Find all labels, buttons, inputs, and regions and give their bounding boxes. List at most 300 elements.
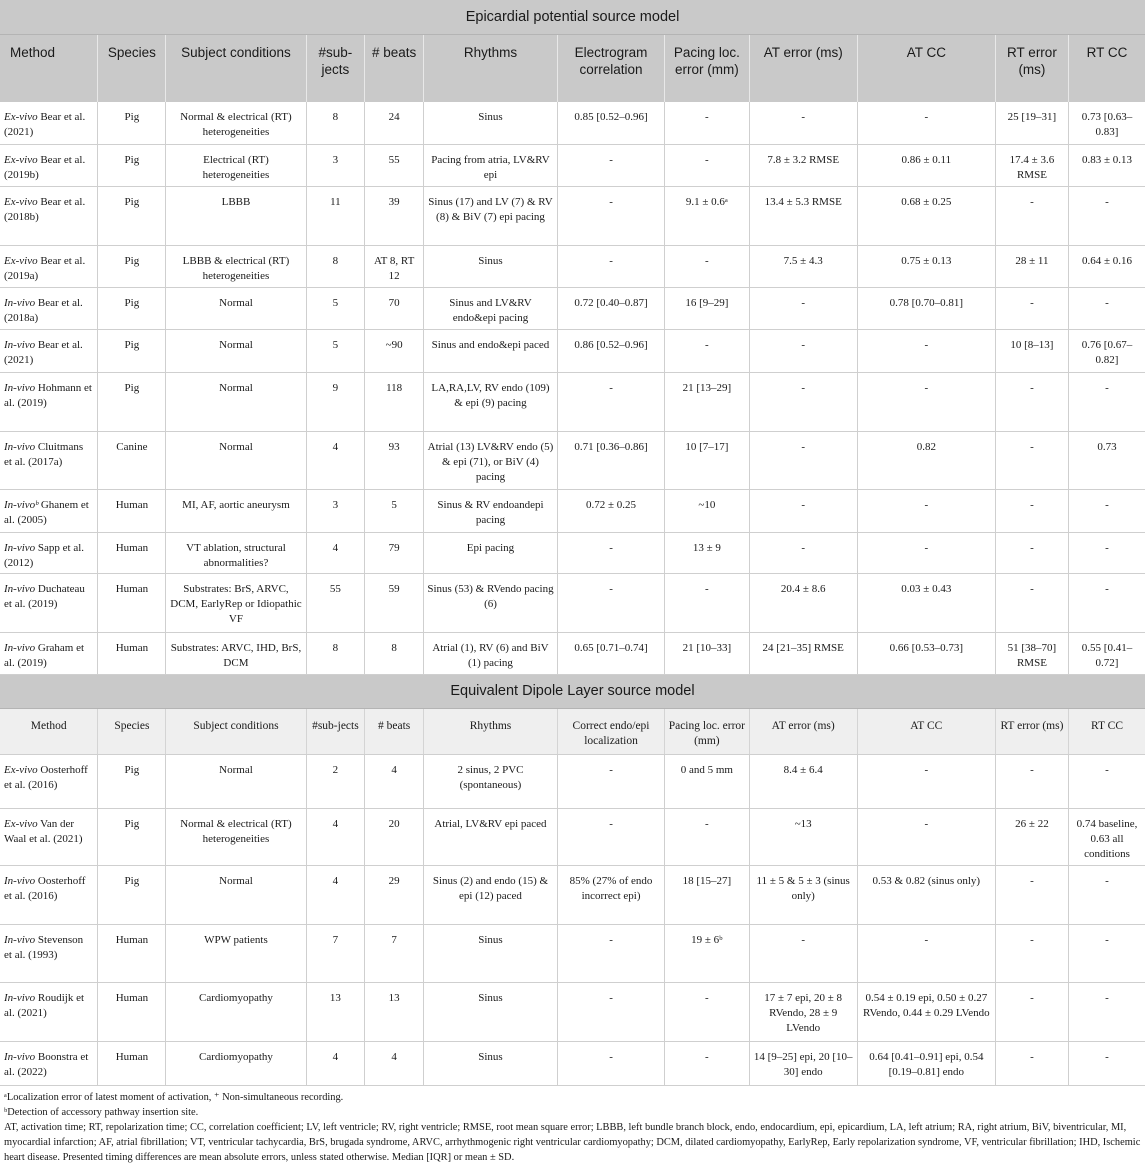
table-cell: 8 (306, 102, 365, 144)
table-cell: LBBB & electrical (RT) heterogeneities (166, 245, 306, 287)
table-cell: Normal & electrical (RT) heterogeneities (166, 808, 306, 865)
table-cell: 2 sinus, 2 PVC (spontaneous) (424, 754, 558, 808)
table-cell: - (557, 754, 664, 808)
table-cell: 70 (365, 287, 424, 329)
table-row (0, 102, 1145, 144)
table-row (0, 186, 1145, 245)
table-row (0, 865, 1145, 924)
table-cell: Normal (166, 754, 306, 808)
col-header: Subject conditions (166, 708, 306, 754)
col-header: AT error (ms) (749, 34, 857, 102)
col-header: #sub-jects (306, 34, 365, 102)
table-cell: Pig (98, 865, 166, 924)
method-type: Ex-vivo (4, 763, 38, 776)
table-cell: 10 [8–13] (995, 329, 1068, 372)
method-reference: Bear et al. (2021) (4, 111, 86, 138)
table-cell: 13.4 ± 5.3 RMSE (749, 186, 857, 245)
table-cell: Sinus (424, 1041, 558, 1085)
table-footnotes (0, 1086, 1145, 1165)
table-cell: - (1069, 573, 1145, 632)
table-cell: 7 (306, 924, 365, 982)
table-cell: Canine (98, 431, 166, 489)
method-reference: Bear et al. (2021) (4, 338, 83, 366)
table-cell: Sinus (424, 245, 558, 287)
table-cell: Cardiomyopathy (166, 1041, 306, 1085)
method-type: In-vivo (4, 991, 36, 1004)
epi-header-row (0, 34, 1145, 102)
table-cell: Normal (166, 431, 306, 489)
table-cell: - (557, 573, 664, 632)
table-cell: - (557, 1041, 664, 1085)
method-cell (0, 287, 98, 329)
method-reference: Duchateau et al. (2019) (4, 582, 85, 610)
col-header: Pacing loc. error (mm) (665, 34, 749, 102)
table-cell: 11 ± 5 & 5 ± 3 (sinus only) (749, 865, 857, 924)
method-type: In-vivo (4, 381, 36, 394)
method-reference: Oosterhoff et al. (2016) (4, 763, 88, 791)
table-cell: - (749, 431, 857, 489)
table-cell: - (857, 372, 995, 431)
method-reference: Hohmann et al. (2019) (4, 381, 92, 409)
table-cell: - (995, 982, 1068, 1041)
method-reference: Roudijk et al. (2021) (4, 991, 85, 1019)
table-cell: WPW patients (166, 924, 306, 982)
method-reference: Boonstra et al. (2022) (4, 1050, 89, 1078)
col-header: Subject conditions (166, 34, 306, 102)
table-row (0, 632, 1145, 674)
table-cell: 29 (365, 865, 424, 924)
table-cell: - (1069, 1041, 1145, 1085)
table-cell: - (557, 372, 664, 431)
method-reference: Van der Waal et al. (2021) (4, 817, 83, 845)
table-row (0, 144, 1145, 186)
col-header: AT CC (857, 34, 995, 102)
table-cell: Pig (98, 287, 166, 329)
table-cell: 0.66 [0.53–0.73] (857, 632, 995, 674)
table-cell: 10 [7–17] (665, 431, 749, 489)
method-cell (0, 372, 98, 431)
table-cell: 4 (365, 754, 424, 808)
edl-table-body (0, 754, 1145, 1085)
table-cell: 0.76 [0.67–0.82] (1069, 329, 1145, 372)
table-cell: Sinus (424, 982, 558, 1041)
table-cell: Human (98, 982, 166, 1041)
table-cell: - (749, 489, 857, 532)
table-cell: - (857, 754, 995, 808)
method-reference: Ghanem et al. (2005) (4, 498, 89, 526)
table-cell: 25 [19–31] (995, 102, 1068, 144)
table-cell: 2 (306, 754, 365, 808)
table-cell: Normal (166, 372, 306, 431)
table-cell: 13 (365, 982, 424, 1041)
table-cell: Pig (98, 329, 166, 372)
table-cell: - (1069, 287, 1145, 329)
table-cell: Pig (98, 186, 166, 245)
table-cell: Normal (166, 287, 306, 329)
method-type: In-vivo (4, 440, 36, 453)
table-cell: 11 (306, 186, 365, 245)
table-cell: 0.83 ± 0.13 (1069, 144, 1145, 186)
table-cell: Sinus (53) & RVendo pacing (6) (424, 573, 558, 632)
method-type: In-vivo (4, 296, 36, 309)
method-cell (0, 532, 98, 573)
table-cell: Pacing from atria, LV&RV epi (424, 144, 558, 186)
table-cell: - (749, 287, 857, 329)
table-cell: - (1069, 982, 1145, 1041)
table-cell: - (749, 102, 857, 144)
table-cell: - (857, 532, 995, 573)
footnote: ᵇDetection of accessory pathway insertion site. (4, 1106, 199, 1118)
table-cell: 0.75 ± 0.13 (857, 245, 995, 287)
method-cell (0, 754, 98, 808)
col-header: RT error (ms) (995, 708, 1068, 754)
table-cell: 0.55 [0.41–0.72] (1069, 632, 1145, 674)
table-cell: Pig (98, 754, 166, 808)
table-cell: 79 (365, 532, 424, 573)
table-cell: 39 (365, 186, 424, 245)
col-header: RT error (ms) (995, 34, 1068, 102)
table-cell: - (995, 372, 1068, 431)
table-cell: - (557, 808, 664, 865)
table-cell: Substrates: BrS, ARVC, DCM, EarlyRep or Idiopathic VF (166, 573, 306, 632)
table-cell: 4 (306, 532, 365, 573)
table-cell: - (1069, 532, 1145, 573)
table-cell: - (995, 573, 1068, 632)
table-cell: 55 (365, 144, 424, 186)
table-cell: Pig (98, 372, 166, 431)
col-header: Pacing loc. error (mm) (665, 708, 749, 754)
table-cell: 20 (365, 808, 424, 865)
table-cell: Human (98, 573, 166, 632)
table-cell: 0.71 [0.36–0.86] (557, 431, 664, 489)
table-cell: 0.73 (1069, 431, 1145, 489)
table-cell: 0.64 [0.41–0.91] epi, 0.54 [0.19–0.81] endo (857, 1041, 995, 1085)
table-cell: Human (98, 632, 166, 674)
method-type: In-vivo (4, 541, 36, 554)
table-cell: 7.8 ± 3.2 RMSE (749, 144, 857, 186)
table-cell: - (665, 573, 749, 632)
table-cell: 4 (306, 808, 365, 865)
col-header: # beats (365, 708, 424, 754)
method-type: Ex-vivo (4, 195, 38, 208)
table-cell: Normal (166, 329, 306, 372)
table-cell: 5 (306, 329, 365, 372)
table-cell: 17.4 ± 3.6 RMSE (995, 144, 1068, 186)
table-cell: - (1069, 186, 1145, 245)
table-cell: 0.72 ± 0.25 (557, 489, 664, 532)
table-row (0, 489, 1145, 532)
table-cell: 16 [9–29] (665, 287, 749, 329)
table-cell: 0.86 [0.52–0.96] (557, 329, 664, 372)
table-cell: - (665, 808, 749, 865)
table-cell: - (557, 245, 664, 287)
table-cell: 7 (365, 924, 424, 982)
col-header: RT CC (1069, 34, 1145, 102)
edl-header-row (0, 708, 1145, 754)
table-cell: 0.78 [0.70–0.81] (857, 287, 995, 329)
table-cell: Atrial, LV&RV epi paced (424, 808, 558, 865)
table-cell: 0 and 5 mm (665, 754, 749, 808)
table-cell: 3 (306, 144, 365, 186)
table-cell: 0.54 ± 0.19 epi, 0.50 ± 0.27 RVendo, 0.44 ± 0.29 LVendo (857, 982, 995, 1041)
table-cell: - (857, 329, 995, 372)
table-cell: 0.85 [0.52–0.96] (557, 102, 664, 144)
table-cell: - (749, 329, 857, 372)
method-reference: Graham et al. (2019) (4, 641, 85, 669)
method-cell (0, 431, 98, 489)
table-cell: 8.4 ± 6.4 (749, 754, 857, 808)
table-cell: VT ablation, structural abnormalities? (166, 532, 306, 573)
table-cell: Atrial (1), RV (6) and BiV (1) pacing (424, 632, 558, 674)
table-cell: 0.03 ± 0.43 (857, 573, 995, 632)
table-cell: - (1069, 865, 1145, 924)
method-cell (0, 329, 98, 372)
table-cell: LA,RA,LV, RV endo (109) & epi (9) pacing (424, 372, 558, 431)
table-cell: 13 ± 9 (665, 532, 749, 573)
col-header: # beats (365, 34, 424, 102)
method-type: In-vivo (4, 874, 36, 887)
table-cell: 0.64 ± 0.16 (1069, 245, 1145, 287)
table-cell: Pig (98, 144, 166, 186)
table-cell: Human (98, 1041, 166, 1085)
table-row (0, 573, 1145, 632)
table-cell: 24 [21–35] RMSE (749, 632, 857, 674)
table-cell: 21 [13–29] (665, 372, 749, 431)
table-row (0, 287, 1145, 329)
table-row (0, 754, 1145, 808)
table-cell: 9.1 ± 0.6ᵃ (665, 186, 749, 245)
edl-section-title: Equivalent Dipole Layer source model (0, 674, 1145, 708)
col-header: AT CC (857, 708, 995, 754)
col-header: AT error (ms) (749, 708, 857, 754)
table-cell: - (995, 924, 1068, 982)
table-cell: Atrial (13) LV&RV endo (5) & epi (71), or BiV (4) pacing (424, 431, 558, 489)
table-cell: 55 (306, 573, 365, 632)
table-row (0, 532, 1145, 573)
epi-table-body (0, 102, 1145, 674)
method-type: Ex-vivo (4, 111, 38, 123)
table-cell: 0.72 [0.40–0.87] (557, 287, 664, 329)
table-cell: Sinus (2) and endo (15) & epi (12) paced (424, 865, 558, 924)
table-cell: 14 [9–25] epi, 20 [10–30] endo (749, 1041, 857, 1085)
method-type: In-vivo (4, 641, 36, 654)
method-type: Ex-vivo (4, 254, 38, 267)
table-cell: - (749, 532, 857, 573)
table-cell: 13 (306, 982, 365, 1041)
table-cell: - (995, 754, 1068, 808)
method-cell (0, 982, 98, 1041)
method-cell (0, 924, 98, 982)
table-cell: - (665, 1041, 749, 1085)
table-row (0, 982, 1145, 1041)
table-cell: - (749, 372, 857, 431)
method-reference: Sapp et al. (2012) (4, 541, 85, 569)
col-header: Rhythms (424, 34, 558, 102)
table-cell: 118 (365, 372, 424, 431)
method-cell (0, 144, 98, 186)
table-cell: 4 (365, 1041, 424, 1085)
table-cell: - (995, 865, 1068, 924)
table-cell: Normal (166, 865, 306, 924)
method-cell (0, 632, 98, 674)
table-cell: Human (98, 924, 166, 982)
col-header: Species (98, 34, 166, 102)
table-cell: ~10 (665, 489, 749, 532)
table-row (0, 372, 1145, 431)
table-cell: 18 [15–27] (665, 865, 749, 924)
col-header: RT CC (1069, 708, 1145, 754)
table-cell: - (1069, 489, 1145, 532)
footnote: ᵃLocalization error of latest moment of activation, ⁺ Non-simultaneous recording. (4, 1091, 344, 1103)
table-cell: 0.68 ± 0.25 (857, 186, 995, 245)
method-reference: Stevenson et al. (1993) (4, 933, 84, 961)
method-type: In-vivo (4, 338, 36, 351)
table-cell: - (557, 982, 664, 1041)
table-cell: - (995, 1041, 1068, 1085)
table-cell: LBBB (166, 186, 306, 245)
table-cell: Pig (98, 808, 166, 865)
table-cell: Sinus (424, 924, 558, 982)
table-cell: 0.53 & 0.82 (sinus only) (857, 865, 995, 924)
table-cell: - (665, 329, 749, 372)
table-cell: Sinus & RV endoandepi pacing (424, 489, 558, 532)
table-cell: - (1069, 372, 1145, 431)
method-type: In-vivo (4, 933, 36, 946)
table-cell: 0.86 ± 0.11 (857, 144, 995, 186)
table-cell: 19 ± 6ᵇ (665, 924, 749, 982)
method-reference: Cluitmans et al. (2017a) (4, 440, 84, 468)
table-cell: 4 (306, 431, 365, 489)
method-type: Ex-vivo (4, 153, 38, 166)
table-cell: - (665, 102, 749, 144)
footnote: AT, activation time; RT, repolarization time; CC, correlation coefficient; LV, left ventricle; RV, right ventricle; RMSE, root mean square error; LBBB, left bundle branch block, endo, endocardium, epi, epicardium, LA, left atrium; RA, right atrium, BiV, biventricular, MI, myocardial infarction; AF, atrial fibrillation; VT, ventricular tachycardia, BrS, brugada syndrome, ARVC, arrhythmogenic right ventricular cardiomyopathy; DCM, dilated cardiomyopathy, EarlyRep, Early repolarization syndrome, VF, ventricular fibrillation; IHD, Ischemic heart disease. Presented timing differences are mean absolute errors, unless stated otherwise. Median [IQR] or mean ± SD. (4, 1121, 1141, 1163)
table-cell: 7.5 ± 4.3 (749, 245, 857, 287)
table-cell: - (995, 287, 1068, 329)
table-cell: - (557, 144, 664, 186)
col-header: Rhythms (424, 708, 558, 754)
table-cell: 0.65 [0.71–0.74] (557, 632, 664, 674)
table-cell: 26 ± 22 (995, 808, 1068, 865)
table-cell: Sinus and LV&RV endo&epi pacing (424, 287, 558, 329)
table-cell: 93 (365, 431, 424, 489)
table-row (0, 1041, 1145, 1085)
table-cell: 85% (27% of endo incorrect epi) (557, 865, 664, 924)
method-type: In-vivo (4, 1050, 36, 1063)
table-cell: Sinus and endo&epi paced (424, 329, 558, 372)
method-cell (0, 102, 98, 144)
table-cell: 3 (306, 489, 365, 532)
table-cell: - (557, 186, 664, 245)
table-cell: 5 (306, 287, 365, 329)
table-cell: - (857, 102, 995, 144)
table-cell: - (749, 924, 857, 982)
method-cell (0, 186, 98, 245)
table-row (0, 245, 1145, 287)
method-type: In-vivoᵇ (4, 498, 39, 511)
table-cell: - (995, 431, 1068, 489)
method-cell (0, 573, 98, 632)
epi-section-title: Epicardial potential source model (0, 0, 1145, 34)
table-cell: - (995, 532, 1068, 573)
table-cell: ~90 (365, 329, 424, 372)
method-reference: Bear et al. (2019b) (4, 153, 86, 181)
table-cell: - (665, 982, 749, 1041)
table-cell: - (557, 532, 664, 573)
method-cell (0, 489, 98, 532)
method-reference: Oosterhoff et al. (2016) (4, 874, 86, 902)
table-cell: 0.74 baseline, 0.63 all conditions (1069, 808, 1145, 865)
table-cell: Electrical (RT) heterogeneities (166, 144, 306, 186)
table-cell: 51 [38–70] RMSE (995, 632, 1068, 674)
table-cell: 0.73 [0.63–0.83] (1069, 102, 1145, 144)
col-header: Correct endo/epi localization (557, 708, 664, 754)
method-cell (0, 1041, 98, 1085)
table-cell: AT 8, RT 12 (365, 245, 424, 287)
method-reference: Bear et al. (2018b) (4, 195, 86, 223)
table-cell: - (557, 924, 664, 982)
method-cell (0, 245, 98, 287)
table-cell: - (1069, 754, 1145, 808)
col-header: Electrogram correlation (557, 34, 664, 102)
method-cell (0, 865, 98, 924)
col-header: Method (0, 708, 98, 754)
table-cell: 21 [10–33] (665, 632, 749, 674)
table-cell: - (1069, 924, 1145, 982)
table-cell: Sinus (17) and LV (7) & RV (8) & BiV (7) epi pacing (424, 186, 558, 245)
table-cell: Sinus (424, 102, 558, 144)
table-row (0, 329, 1145, 372)
col-header: #sub-jects (306, 708, 365, 754)
table-cell: 4 (306, 1041, 365, 1085)
table-cell: 9 (306, 372, 365, 431)
method-reference: Bear et al. (2019a) (4, 254, 86, 282)
table-cell: - (665, 144, 749, 186)
table-cell: 17 ± 7 epi, 20 ± 8 RVendo, 28 ± 9 LVendo (749, 982, 857, 1041)
table-cell: Human (98, 489, 166, 532)
table-cell: - (665, 245, 749, 287)
method-type: In-vivo (4, 582, 36, 595)
table-cell: 8 (365, 632, 424, 674)
table-cell: - (857, 924, 995, 982)
col-header: Species (98, 708, 166, 754)
table-cell: 24 (365, 102, 424, 144)
table-cell: - (857, 808, 995, 865)
table-cell: - (995, 186, 1068, 245)
table-cell: 8 (306, 632, 365, 674)
table-cell: 8 (306, 245, 365, 287)
table-cell: Epi pacing (424, 532, 558, 573)
table-cell: 5 (365, 489, 424, 532)
table-row (0, 431, 1145, 489)
col-header: Method (0, 34, 98, 102)
table-row (0, 808, 1145, 865)
table-cell: Normal & electrical (RT) heterogeneities (166, 102, 306, 144)
table-cell: 4 (306, 865, 365, 924)
table-cell: 59 (365, 573, 424, 632)
table-cell: 20.4 ± 8.6 (749, 573, 857, 632)
table-cell: Cardiomyopathy (166, 982, 306, 1041)
method-type: Ex-vivo (4, 817, 38, 830)
table-cell: - (995, 489, 1068, 532)
table-cell: - (857, 489, 995, 532)
table-cell: Human (98, 532, 166, 573)
table-cell: Pig (98, 102, 166, 144)
table-cell: Substrates: ARVC, IHD, BrS, DCM (166, 632, 306, 674)
table-cell: Pig (98, 245, 166, 287)
table-cell: ~13 (749, 808, 857, 865)
table-row (0, 924, 1145, 982)
table-cell: 28 ± 11 (995, 245, 1068, 287)
